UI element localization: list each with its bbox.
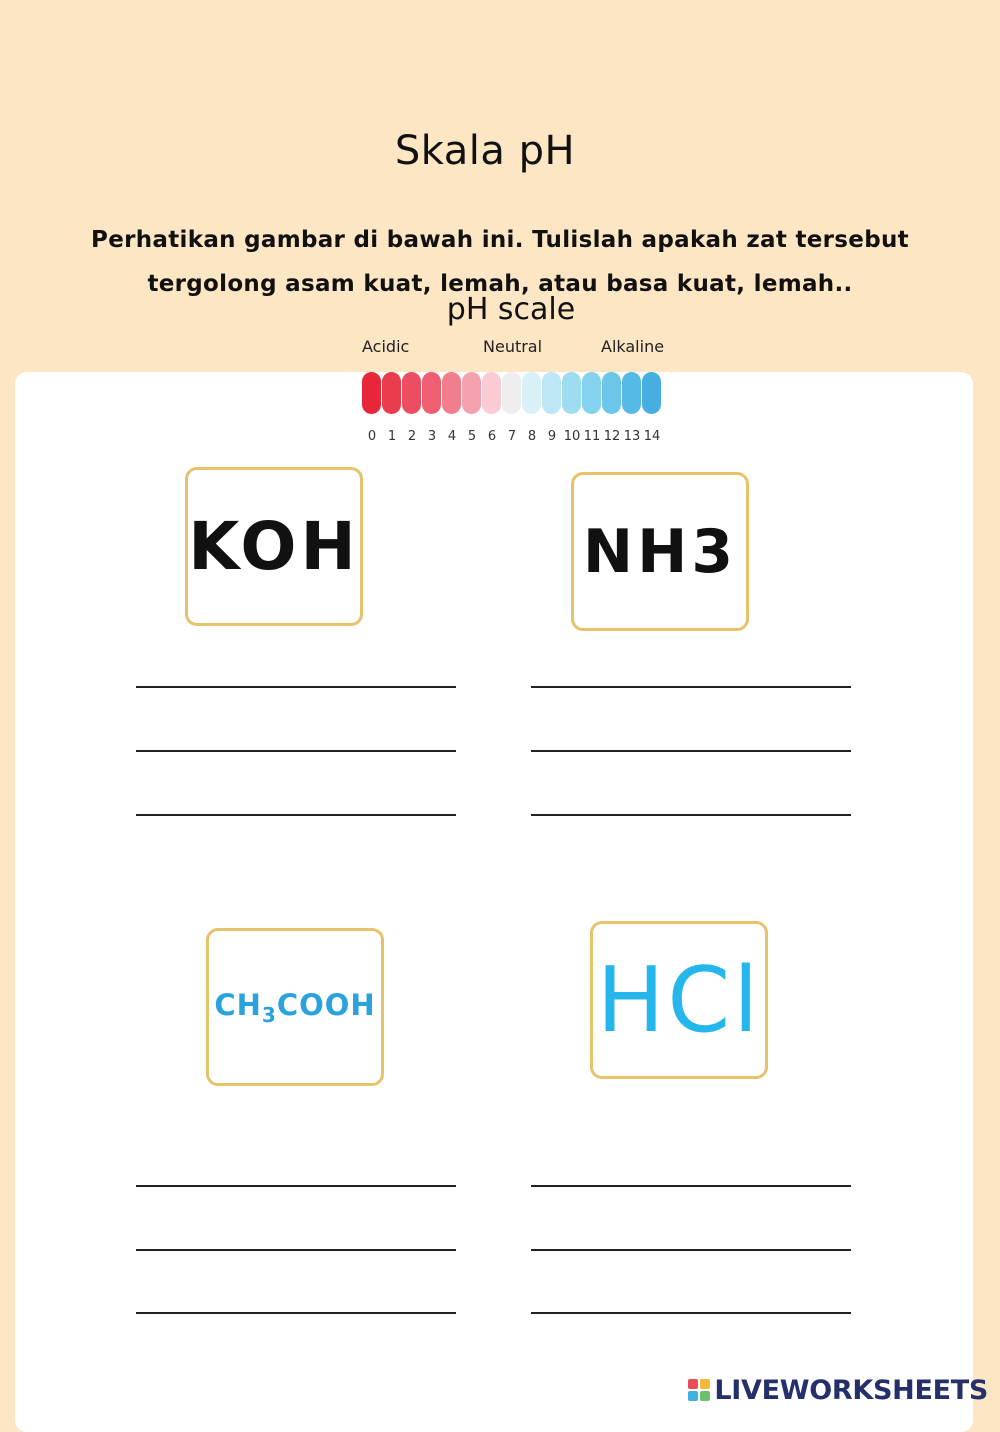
ph-number-8: 8 xyxy=(527,429,537,444)
compound-box-hcl xyxy=(590,921,768,1079)
answer-line[interactable] xyxy=(136,1185,456,1187)
answer-line[interactable] xyxy=(531,686,851,688)
ph-bar-6 xyxy=(482,372,501,414)
ph-scale-bars xyxy=(362,372,662,414)
ph-number-0: 0 xyxy=(367,429,377,444)
ph-bar-7 xyxy=(502,372,521,414)
answer-line[interactable] xyxy=(136,686,456,688)
ph-bar-11 xyxy=(582,372,601,414)
ph-bar-12 xyxy=(602,372,621,414)
ph-label-neutral: Neutral xyxy=(483,337,543,356)
ph-number-14: 14 xyxy=(643,429,661,444)
ch3cooh-rest: COOH xyxy=(276,987,376,1022)
instruction-line-1: Perhatikan gambar di bawah ini. Tulislah apakah zat tersebut xyxy=(91,227,909,253)
compound-koh: KOH xyxy=(188,508,360,585)
ph-bar-13 xyxy=(622,372,641,414)
answer-line[interactable] xyxy=(531,814,851,816)
compound-nh3: NH3 xyxy=(582,516,738,587)
ph-number-7: 7 xyxy=(507,429,517,444)
logo-text: LIVEWORKSHEETS xyxy=(714,1374,988,1406)
ph-bar-2 xyxy=(402,372,421,414)
instruction-line-2: tergolong asam kuat, lemah, atau basa kuat, lemah.. xyxy=(147,271,853,297)
ph-bar-4 xyxy=(442,372,461,414)
worksheet-title: Skala pH xyxy=(394,128,576,174)
ph-number-3: 3 xyxy=(427,429,437,444)
ph-number-4: 4 xyxy=(447,429,457,444)
ph-number-12: 12 xyxy=(603,429,621,444)
answer-line[interactable] xyxy=(531,1249,851,1251)
logo-icon xyxy=(688,1379,710,1401)
ph-label-acidic: Acidic xyxy=(362,337,410,356)
ch3cooh-main: CH xyxy=(214,987,262,1022)
answer-line[interactable] xyxy=(531,750,851,752)
ch3cooh-subscript: 3 xyxy=(261,1002,277,1027)
ph-bar-3 xyxy=(422,372,441,414)
ph-number-11: 11 xyxy=(583,429,601,444)
worksheet-card xyxy=(15,372,973,1432)
ph-number-13: 13 xyxy=(623,429,641,444)
answer-line[interactable] xyxy=(531,1312,851,1314)
ph-number-9: 9 xyxy=(547,429,557,444)
ph-scale-title: pH scale xyxy=(446,292,576,327)
compound-ch3cooh xyxy=(214,988,375,1027)
ph-number-6: 6 xyxy=(487,429,497,444)
ph-bar-0 xyxy=(362,372,381,414)
ph-number-5: 5 xyxy=(467,429,477,444)
ph-bar-14 xyxy=(642,372,661,414)
compound-box-ch3cooh xyxy=(206,928,384,1086)
compound-box-nh3 xyxy=(571,472,749,631)
ph-bar-9 xyxy=(542,372,561,414)
ph-number-2: 2 xyxy=(407,429,417,444)
ph-scale-numbers xyxy=(362,429,662,447)
ph-bar-10 xyxy=(562,372,581,414)
compound-box-koh xyxy=(185,467,363,626)
answer-line[interactable] xyxy=(136,750,456,752)
answer-line[interactable] xyxy=(136,1312,456,1314)
ph-bar-5 xyxy=(462,372,481,414)
compound-hcl: HCl xyxy=(596,947,762,1053)
answer-line[interactable] xyxy=(136,814,456,816)
ph-bar-1 xyxy=(382,372,401,414)
answer-line[interactable] xyxy=(531,1185,851,1187)
ph-number-10: 10 xyxy=(563,429,581,444)
ph-bar-8 xyxy=(522,372,541,414)
answer-line[interactable] xyxy=(136,1249,456,1251)
ph-number-1: 1 xyxy=(387,429,397,444)
ph-label-alkaline: Alkaline xyxy=(601,337,665,356)
liveworksheets-logo xyxy=(688,1372,988,1408)
